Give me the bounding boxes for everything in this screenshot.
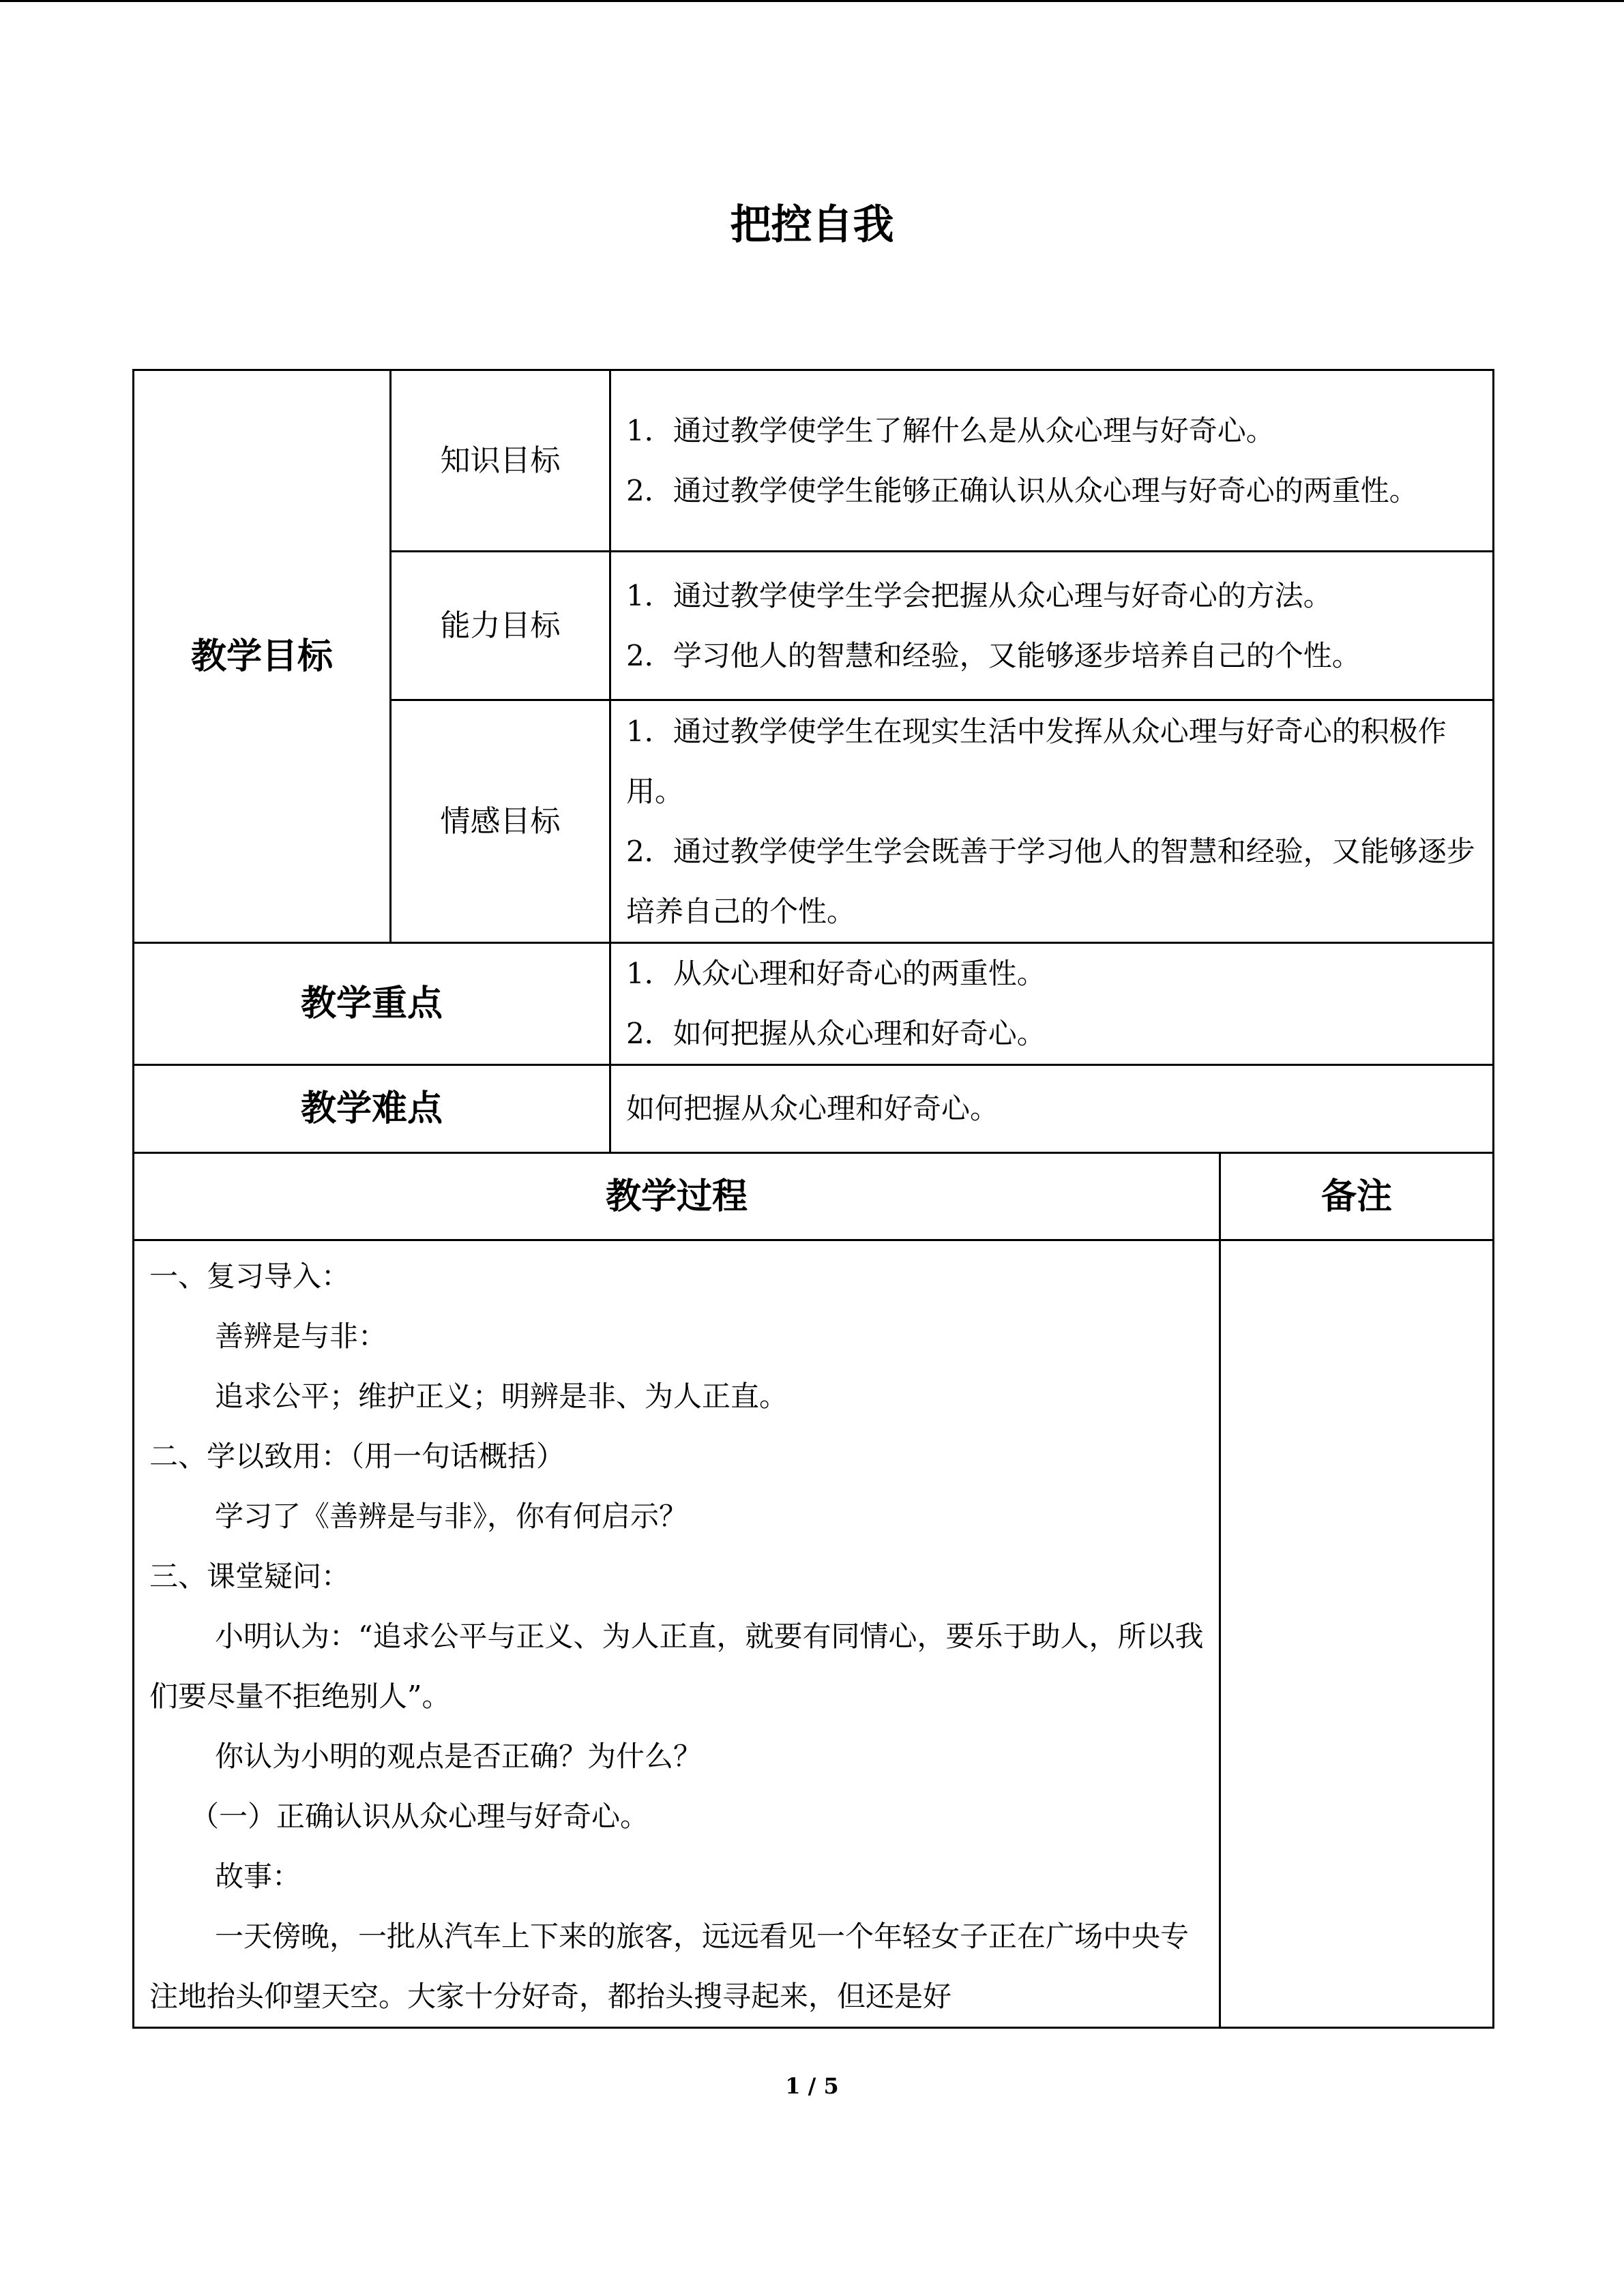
process-line: 学习了《善辨是与非》，你有何启示？ <box>215 1500 688 1533</box>
objective-line: 2．通过教学使学生学会既善于学习他人的智慧和经验，又能够逐步培养自己的个性。 <box>626 834 1475 928</box>
process-line: 一天傍晚，一批从汽车上下来的旅客，远远看见一个年轻女子正在广场中央专注地抬头仰望天空。大家十分好奇，都抬头搜寻起来，但还是好 <box>149 1920 1190 2013</box>
process-line: 小明认为：“追求公平与正义、为人正直，就要有同情心，要乐于助人，所以我们要尽量不拒绝别人”。 <box>149 1620 1204 1713</box>
process-line: 三、课堂疑问： <box>149 1560 351 1593</box>
process-content <box>134 1240 1220 2028</box>
difficult-points-row <box>134 1065 1494 1153</box>
process-line: （一）正确认识从众心理与好奇心。 <box>190 1800 649 1833</box>
remarks-content <box>1220 1240 1494 2028</box>
process-line: 二、学以致用：（用一句话概括） <box>149 1440 565 1473</box>
key-points-content <box>610 943 1494 1065</box>
process-header: 教学过程 <box>134 1153 1220 1240</box>
page-title: 把控自我 <box>730 201 894 249</box>
objective-line: 2．通过教学使学生能够正确认识从众心理与好奇心的两重性。 <box>626 473 1418 507</box>
objective-label-ability: 能力目标 <box>391 552 610 700</box>
process-line: 善辨是与非： <box>215 1320 387 1353</box>
process-header-row <box>134 1153 1494 1240</box>
key-points-row <box>134 943 1494 1065</box>
remarks-header: 备注 <box>1220 1153 1494 1240</box>
lesson-plan-table <box>132 369 1494 2029</box>
objectives-label: 教学目标 <box>134 370 391 943</box>
process-line: 你认为小明的观点是否正确？为什么？ <box>215 1740 703 1773</box>
objective-content-ability <box>610 552 1494 700</box>
objective-line: 1．通过教学使学生了解什么是从众心理与好奇心。 <box>626 413 1275 447</box>
difficult-points-label: 教学难点 <box>134 1065 610 1153</box>
top-border-line <box>0 0 1624 2</box>
key-point-line: 1．从众心理和好奇心的两重性。 <box>626 957 1046 990</box>
objective-label-knowledge: 知识目标 <box>391 370 610 552</box>
objective-label-emotion: 情感目标 <box>391 700 610 943</box>
objective-line: 1．通过教学使学生学会把握从众心理与好奇心的方法。 <box>626 578 1332 612</box>
objective-row-knowledge <box>134 370 1494 552</box>
objective-line: 2．学习他人的智慧和经验，又能够逐步培养自己的个性。 <box>626 638 1361 672</box>
key-points-label: 教学重点 <box>134 943 610 1065</box>
process-body-row <box>134 1240 1494 2028</box>
process-line: 一、复习导入： <box>149 1259 351 1293</box>
key-point-line: 2．如何把握从众心理和好奇心。 <box>626 1017 1046 1050</box>
page-number: 1 / 5 <box>785 2073 839 2099</box>
objective-content-emotion <box>610 700 1494 943</box>
process-line: 故事： <box>215 1860 301 1893</box>
objective-content-knowledge <box>610 370 1494 552</box>
objective-line: 1．通过教学使学生在现实生活中发挥从众心理与好奇心的积极作用。 <box>626 714 1447 808</box>
process-line: 追求公平；维护正义；明辨是非、为人正直。 <box>215 1380 788 1413</box>
difficult-points-content: 如何把握从众心理和好奇心。 <box>610 1065 1494 1153</box>
